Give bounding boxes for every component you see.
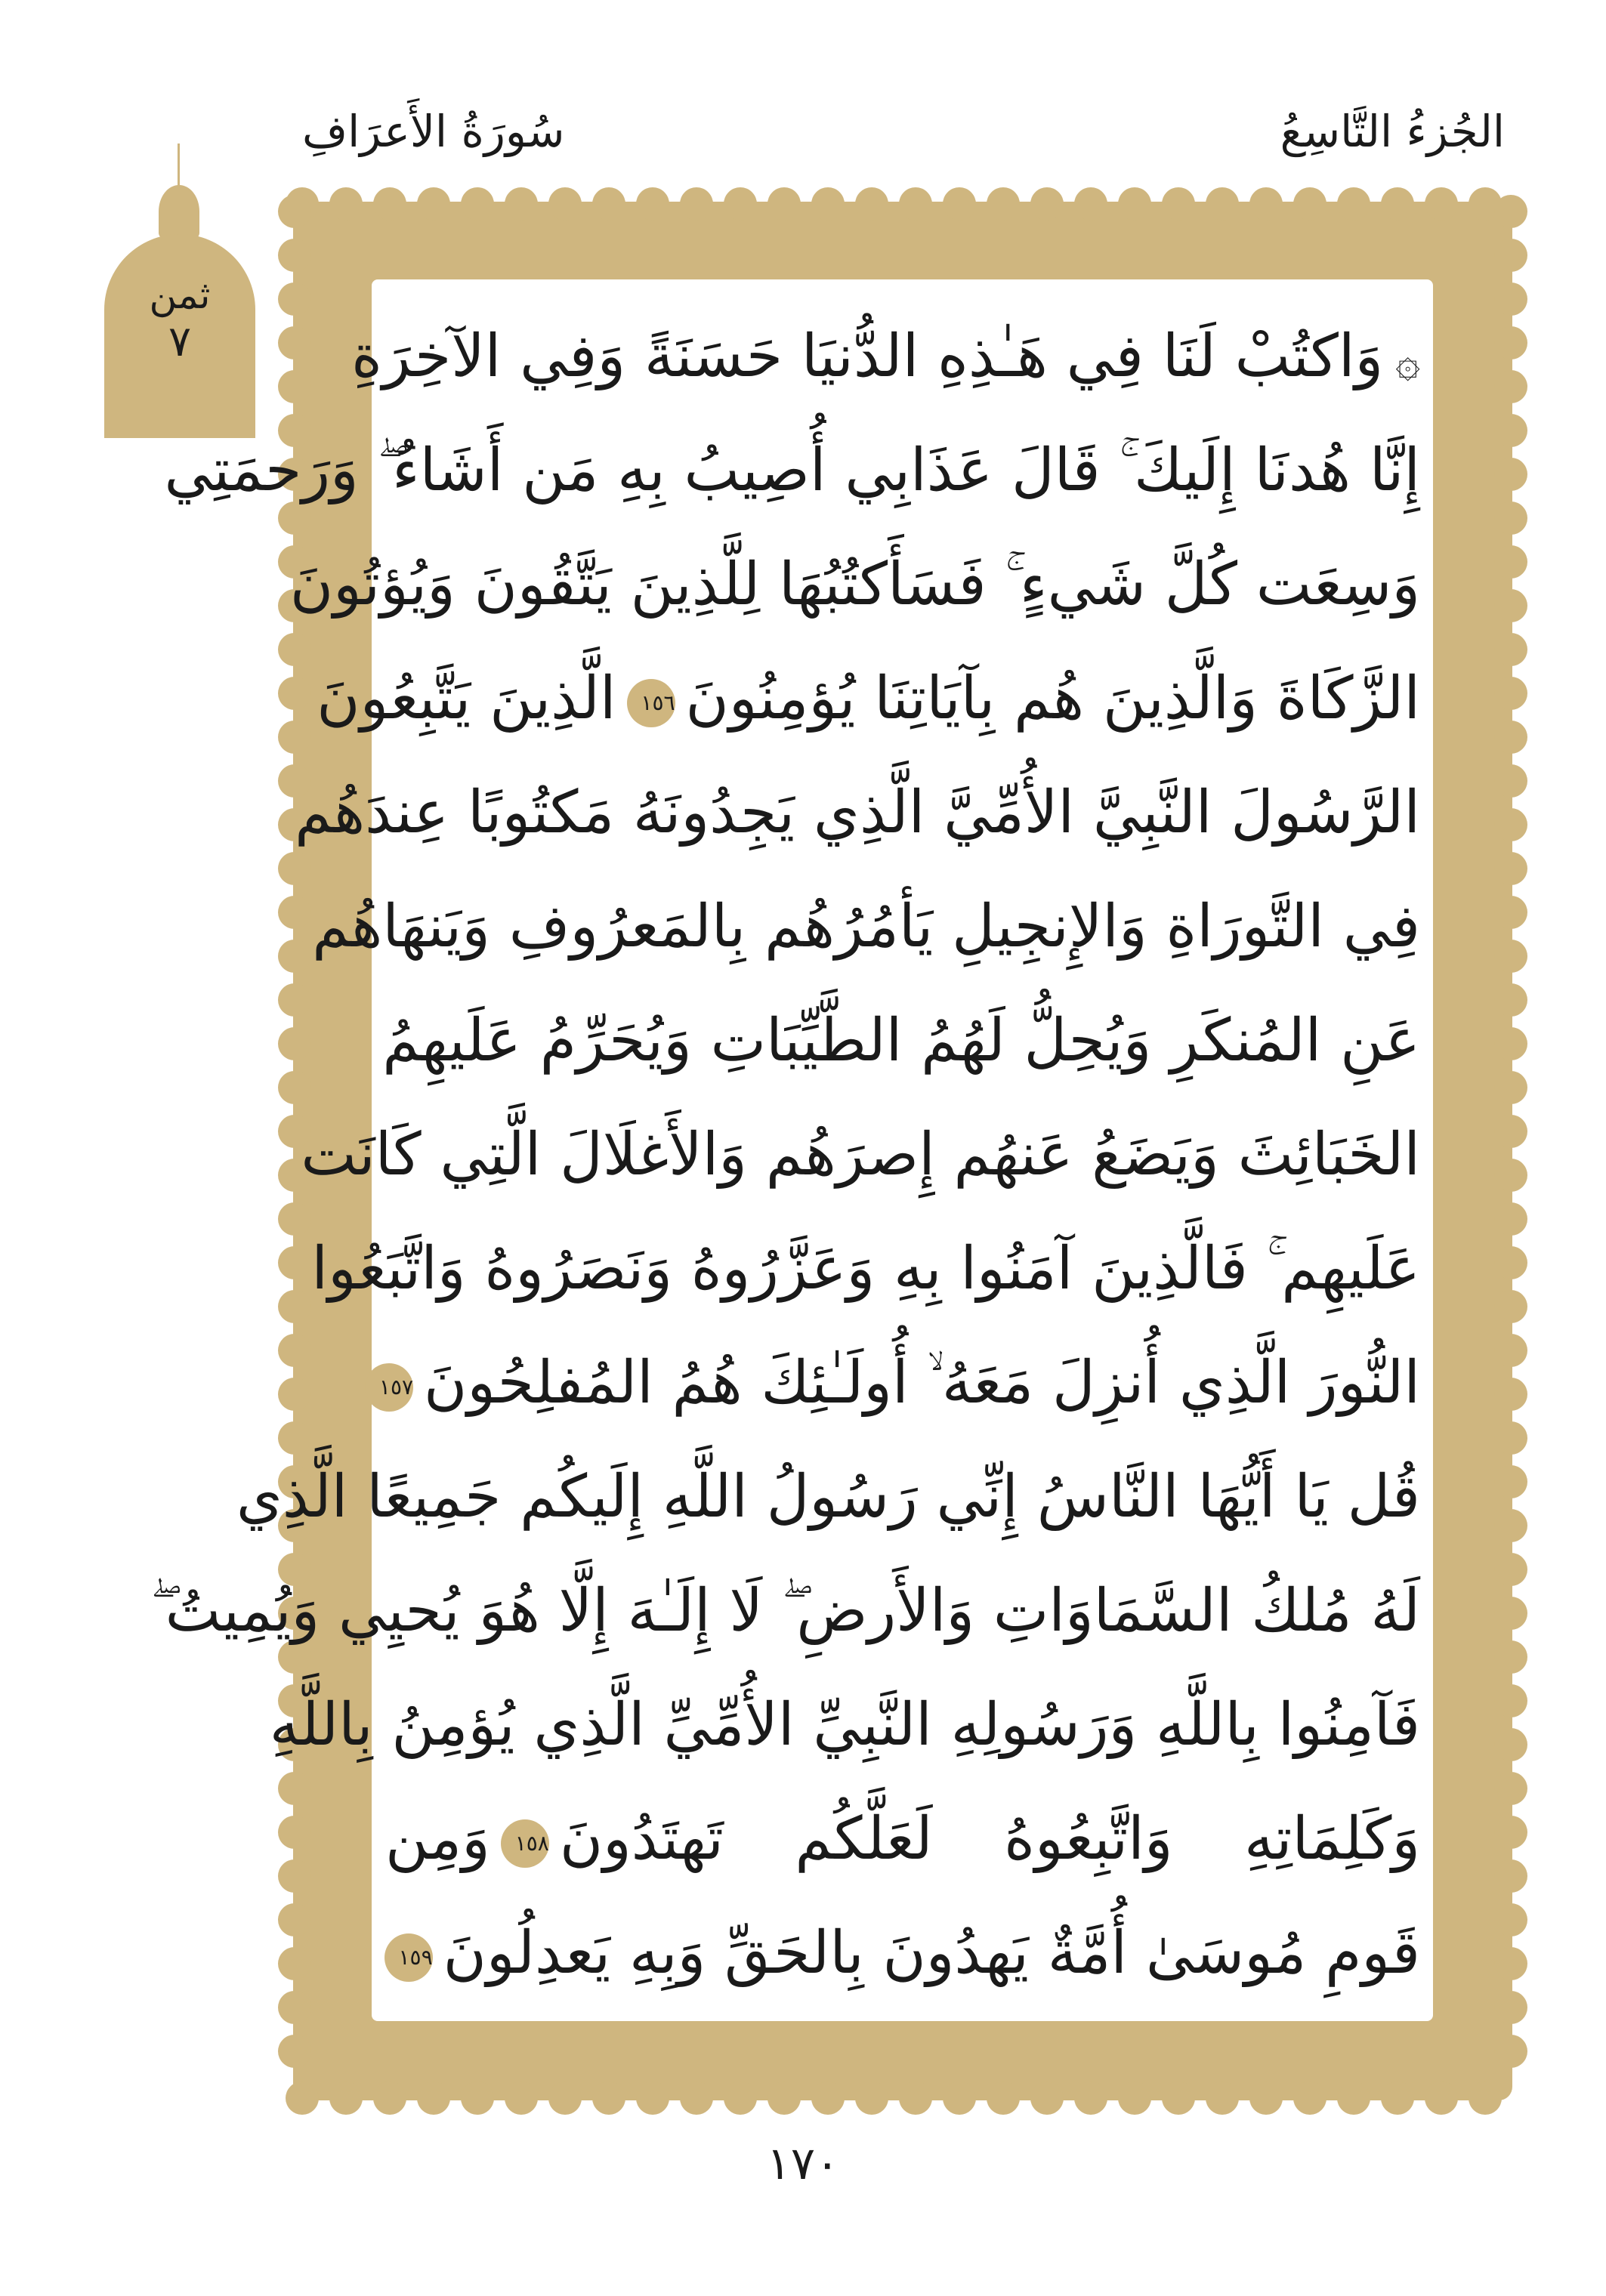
frame-scallop bbox=[1118, 2082, 1151, 2115]
surah-title: سُورَةُ الأَعرَافِ bbox=[302, 106, 565, 157]
verse-text: الزَّكَاةَ وَالَّذِينَ هُم بِآيَاتِنَا يُؤمِنُونَ bbox=[685, 665, 1420, 733]
text-line bbox=[269, 1671, 1420, 1780]
text-line bbox=[236, 1443, 1420, 1552]
frame-scallop bbox=[855, 187, 888, 221]
frame-scallop bbox=[899, 2082, 932, 2115]
frame-scallop bbox=[278, 326, 311, 360]
frame-scallop bbox=[1162, 2082, 1195, 2115]
verse-text: وَاكتُبْ لَنَا فِي هَـٰذِهِ الدُّنيَا حَسَنَةً وَفِي الآخِرَةِ bbox=[351, 322, 1384, 390]
frame-scallop bbox=[1381, 2082, 1414, 2115]
frame-scallop bbox=[373, 187, 406, 221]
frame-scallop bbox=[505, 2082, 538, 2115]
frame-scallop bbox=[1494, 589, 1527, 622]
verse-text: الخَبَائِثَ وَيَضَعُ عَنهُم إِصرَهُم وَالأَغلَالَ الَّتِي كَانَت bbox=[301, 1121, 1420, 1189]
verse-text: الرَّسُولَ النَّبِيَّ الأُمِّيَّ الَّذِي يَجِدُونَهُ مَكتُوبًا عِندَهُم bbox=[295, 779, 1420, 847]
frame-scallop bbox=[548, 187, 582, 221]
frame-scallop bbox=[987, 2082, 1020, 2115]
frame-scallop bbox=[505, 187, 538, 221]
frame-scallop bbox=[278, 2035, 311, 2068]
text-line bbox=[351, 302, 1420, 412]
frame-scallop bbox=[1494, 852, 1527, 885]
frame-scallop bbox=[987, 187, 1020, 221]
frame-scallop bbox=[373, 2082, 406, 2115]
frame-scallop bbox=[1494, 808, 1527, 841]
frame-scallop bbox=[1494, 1816, 1527, 1849]
frame-scallop bbox=[1494, 1202, 1527, 1236]
frame-scallop bbox=[636, 2082, 669, 2115]
verse-text: النُّورَ الَّذِي أُنزِلَ مَعَهُ ۙ أُولَـٰئِكَ هُمُ المُفلِحُونَ bbox=[424, 1349, 1420, 1417]
verse-text: قَومِ مُوسَىٰ أُمَّةٌ يَهدُونَ بِالحَقِّ وَبِهِ يَعدِلُونَ bbox=[443, 1919, 1420, 1987]
frame-scallop bbox=[1494, 764, 1527, 798]
text-line bbox=[382, 986, 1420, 1096]
ayah-number-marker: ١٥٧ bbox=[365, 1363, 413, 1412]
frame-scallop bbox=[1494, 1159, 1527, 1192]
verse-text: فَآمِنُوا بِاللَّهِ وَرَسُولِهِ النَّبِيِّ الأُمِّيِّ الَّذِي يُؤمِنُ بِاللَّهِ bbox=[269, 1691, 1420, 1759]
ayah-number-marker: ١٥٦ bbox=[627, 679, 675, 727]
frame-scallop bbox=[680, 187, 713, 221]
frame-scallop bbox=[278, 370, 311, 403]
frame-scallop bbox=[1494, 1378, 1527, 1411]
frame-scallop bbox=[1494, 677, 1527, 710]
frame-scallop bbox=[1494, 1728, 1527, 1761]
frame-scallop bbox=[724, 2082, 757, 2115]
hizb-number: ٧ bbox=[168, 317, 192, 366]
frame-scallop bbox=[417, 2082, 450, 2115]
frame-scallop bbox=[286, 2082, 319, 2115]
frame-scallop bbox=[329, 2082, 363, 2115]
verse-text: إِنَّا هُدنَا إِلَيكَ ۚ قَالَ عَذَابِي أُصِيبُ بِهِ مَن أَشَاءُ ۖ وَرَحمَتِي bbox=[164, 437, 1420, 505]
frame-scallop bbox=[1381, 187, 1414, 221]
frame-scallop bbox=[1494, 1071, 1527, 1104]
frame-scallop bbox=[1162, 187, 1195, 221]
verse-text: وَكَلِمَاتِهِ وَاتَّبِعُوهُ لَعَلَّكُم تَهتَدُونَ bbox=[559, 1805, 1420, 1873]
verse-text: الَّذِينَ يَتَّبِعُونَ bbox=[317, 665, 616, 733]
frame-scallop bbox=[1494, 282, 1527, 316]
frame-scallop bbox=[1494, 414, 1527, 447]
verse-text: وَسِعَت كُلَّ شَيءٍ ۚ فَسَأَكتُبُهَا لِلَّذِينَ يَتَّقُونَ وَيُؤتُونَ bbox=[289, 551, 1420, 619]
frame-scallop bbox=[811, 187, 845, 221]
page-number: ١٧٠ bbox=[766, 2137, 840, 2190]
text-line bbox=[317, 644, 1420, 754]
frame-scallop bbox=[1494, 1421, 1527, 1455]
frame-scallop bbox=[461, 2082, 494, 2115]
frame-scallop bbox=[1494, 1640, 1527, 1674]
frame-scallop bbox=[1030, 2082, 1064, 2115]
frame-scallop bbox=[1494, 370, 1527, 403]
frame-scallop bbox=[1494, 1903, 1527, 1936]
frame-scallop bbox=[1494, 983, 1527, 1017]
text-line bbox=[312, 872, 1420, 982]
frame-scallop bbox=[329, 187, 363, 221]
frame-scallop bbox=[1494, 326, 1527, 360]
frame-scallop bbox=[1337, 2082, 1370, 2115]
quran-text-block bbox=[150, 302, 1420, 2009]
frame-scallop bbox=[278, 1071, 311, 1104]
frame-scallop bbox=[1494, 1947, 1527, 1980]
frame-scallop bbox=[1494, 896, 1527, 929]
text-line bbox=[385, 1899, 1420, 2008]
verse-text: قُل يَا أَيُّهَا النَّاسُ إِنِّي رَسُولُ اللَّهِ إِلَيكُم جَمِيعًا الَّذِي bbox=[236, 1463, 1420, 1531]
verse-text: لَهُ مُلكُ السَّمَاوَاتِ وَالأَرضِ ۖ لَا إِلَـٰهَ إِلَّا هُوَ يُحيِي وَيُمِيتُ ۖ bbox=[150, 1577, 1420, 1645]
frame-scallop bbox=[1293, 2082, 1326, 2115]
frame-scallop bbox=[724, 187, 757, 221]
frame-scallop bbox=[1425, 187, 1458, 221]
frame-scallop bbox=[1494, 1027, 1527, 1060]
frame-scallop bbox=[278, 282, 311, 316]
frame-scallop bbox=[417, 187, 450, 221]
text-line bbox=[311, 1214, 1420, 1324]
frame-scallop bbox=[278, 1859, 311, 1893]
frame-scallop bbox=[767, 187, 801, 221]
frame-scallop bbox=[1425, 2082, 1458, 2115]
frame-scallop bbox=[1074, 187, 1107, 221]
frame-scallop bbox=[278, 1378, 311, 1411]
frame-scallop bbox=[278, 896, 311, 929]
frame-scallop bbox=[278, 1027, 311, 1060]
frame-scallop bbox=[1494, 1115, 1527, 1148]
frame-scallop bbox=[767, 2082, 801, 2115]
frame-scallop bbox=[278, 195, 311, 228]
frame-scallop bbox=[278, 983, 311, 1017]
frame-scallop bbox=[1494, 633, 1527, 666]
text-line bbox=[164, 416, 1420, 526]
frame-scallop bbox=[278, 239, 311, 272]
frame-scallop bbox=[278, 1290, 311, 1323]
frame-scallop bbox=[1494, 1991, 1527, 2024]
text-line bbox=[289, 530, 1420, 640]
frame-scallop bbox=[1494, 1246, 1527, 1279]
frame-scallop bbox=[1469, 2082, 1502, 2115]
frame-scallop bbox=[278, 1903, 311, 1936]
frame-scallop bbox=[1494, 239, 1527, 272]
verse-text: عَنِ المُنكَرِ وَيُحِلُّ لَهُمُ الطَّيِّبَاتِ وَيُحَرِّمُ عَلَيهِمُ bbox=[382, 1007, 1420, 1075]
frame-scallop bbox=[1494, 940, 1527, 973]
frame-scallop bbox=[278, 1334, 311, 1367]
frame-scallop bbox=[943, 2082, 976, 2115]
frame-scallop bbox=[278, 1991, 311, 2024]
frame-scallop bbox=[278, 940, 311, 973]
text-line bbox=[301, 1100, 1420, 1210]
frame-scallop bbox=[592, 187, 625, 221]
frame-scallop bbox=[278, 1246, 311, 1279]
frame-scallop bbox=[461, 187, 494, 221]
frame-scallop bbox=[1249, 187, 1283, 221]
frame-scallop bbox=[1494, 721, 1527, 754]
frame-scallop bbox=[811, 2082, 845, 2115]
frame-scallop bbox=[1337, 187, 1370, 221]
frame-scallop bbox=[1494, 1553, 1527, 1586]
frame-scallop bbox=[278, 677, 311, 710]
frame-scallop bbox=[1494, 458, 1527, 491]
frame-scallop bbox=[548, 2082, 582, 2115]
frame-scallop bbox=[278, 1947, 311, 1980]
ayah-number-marker: ١٥٩ bbox=[385, 1933, 433, 1982]
verse-text: عَلَيهِم ۚ فَالَّذِينَ آمَنُوا بِهِ وَعَزَّرُوهُ وَنَصَرُوهُ وَاتَّبَعُوا bbox=[311, 1235, 1420, 1303]
frame-scallop bbox=[855, 2082, 888, 2115]
frame-scallop bbox=[1030, 187, 1064, 221]
frame-scallop bbox=[1494, 545, 1527, 579]
verse-text: وَمِن bbox=[385, 1805, 490, 1873]
frame-scallop bbox=[1494, 501, 1527, 535]
text-line bbox=[295, 758, 1420, 868]
frame-scallop bbox=[1494, 1684, 1527, 1717]
frame-scallop bbox=[1494, 2035, 1527, 2068]
frame-scallop bbox=[1206, 2082, 1239, 2115]
text-line bbox=[378, 1329, 1420, 1438]
text-line bbox=[385, 1785, 1420, 1894]
ayah-number-marker: ١٥٨ bbox=[501, 1819, 549, 1868]
verse-text: فِي التَّورَاةِ وَالإِنجِيلِ يَأمُرُهُم بِالمَعرُوفِ وَيَنهَاهُم bbox=[312, 893, 1420, 961]
frame-scallop bbox=[278, 1816, 311, 1849]
frame-scallop bbox=[278, 721, 311, 754]
frame-scallop bbox=[899, 187, 932, 221]
frame-scallop bbox=[1494, 1290, 1527, 1323]
frame-scallop bbox=[1494, 1772, 1527, 1805]
frame-scallop bbox=[680, 2082, 713, 2115]
frame-scallop bbox=[1494, 1465, 1527, 1498]
frame-scallop bbox=[1206, 187, 1239, 221]
hizb-label: ثمن bbox=[149, 273, 211, 317]
frame-scallop bbox=[1494, 1597, 1527, 1630]
rub-el-hizb-star-icon: ۞ bbox=[1395, 338, 1420, 387]
frame-scallop bbox=[943, 187, 976, 221]
frame-scallop bbox=[592, 2082, 625, 2115]
frame-scallop bbox=[1494, 1334, 1527, 1367]
frame-scallop bbox=[636, 187, 669, 221]
frame-scallop bbox=[1074, 2082, 1107, 2115]
frame-scallop bbox=[1249, 2082, 1283, 2115]
frame-scallop bbox=[1293, 187, 1326, 221]
frame-scallop bbox=[1494, 1859, 1527, 1893]
frame-scallop bbox=[1118, 187, 1151, 221]
frame-scallop bbox=[1494, 1509, 1527, 1542]
frame-scallop bbox=[1494, 195, 1527, 228]
text-line bbox=[150, 1557, 1420, 1666]
juz-title: الجُزءُ التَّاسِعُ bbox=[1280, 106, 1505, 157]
